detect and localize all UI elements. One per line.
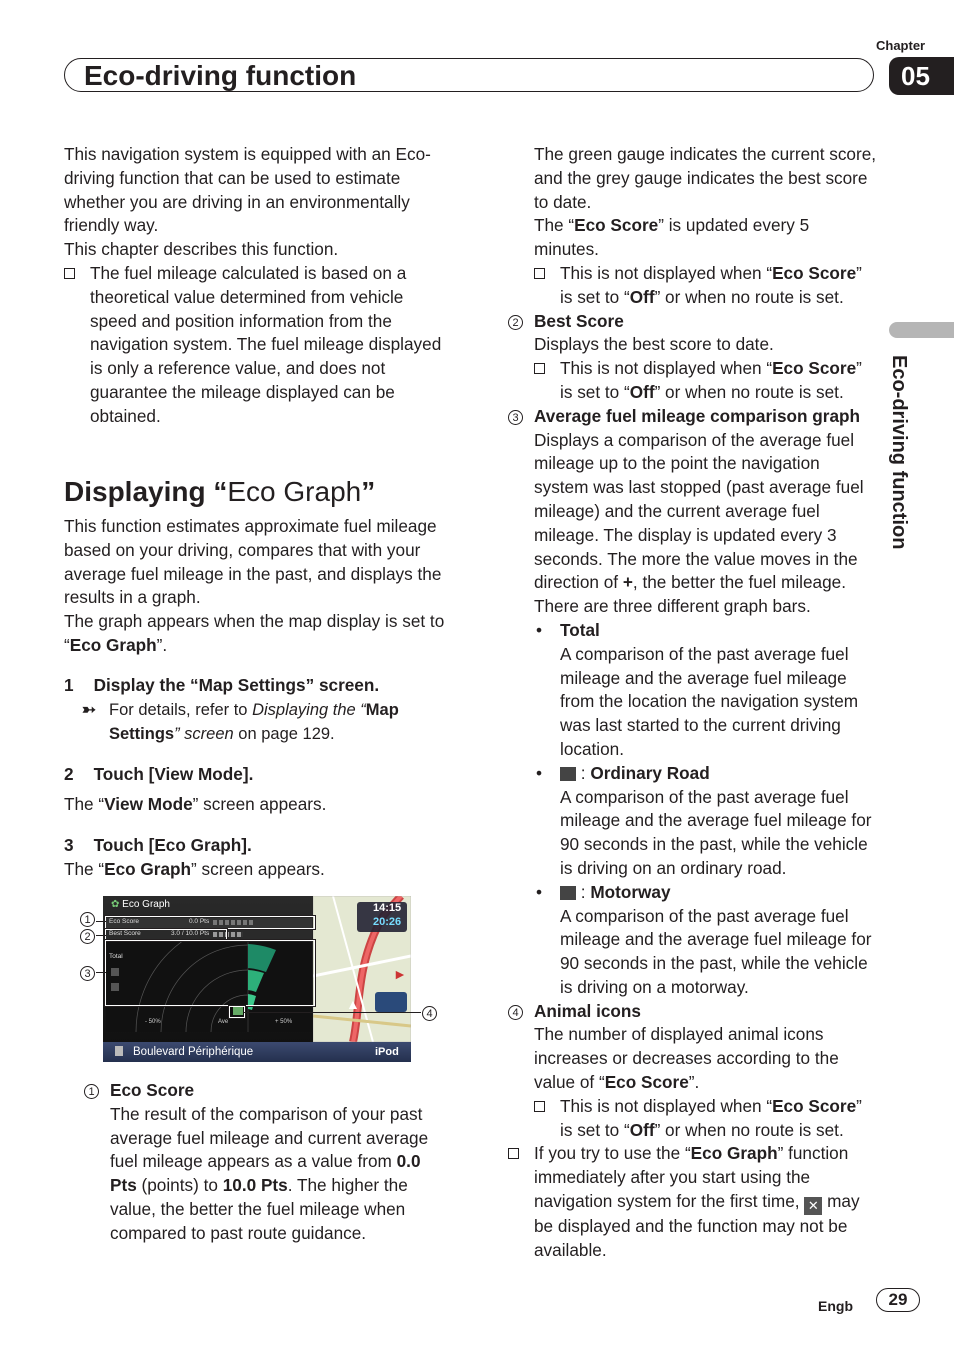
item-avg-graph-desc: Displays a comparison of the average fuel mileage up to the point the navigation system was last stopped (past average fuel mileage) and the current average fuel mileage. The display is updated every 3 seconds. The more the value moves in the direction of +, the better the fuel mileage. [534, 429, 864, 593]
item-animal-icons-title: Animal icons [534, 1000, 641, 1021]
item-eco-score-gauge-desc: The green gauge indicates the current score, and the grey gauge indicates the best score to date. [534, 144, 877, 212]
bar-motorway: • : Motorway [536, 881, 671, 902]
axis-mid-label: Ave [218, 1019, 229, 1025]
section-paragraph-2: The graph appears when the map display is set to “Eco Graph”. [64, 611, 445, 655]
step-1-reference: ➳ For details, refer to Displaying the “Map Settings” screen on page 129. [82, 701, 399, 743]
bar-total-desc: A comparison of the past average fuel mileage and the average fuel mileage from the location the navigation system was last started to the current driving location. [560, 643, 859, 759]
unavailable-icon: ✕ [804, 1197, 822, 1215]
bar-ordinary-road-label: Ordinary Road [590, 762, 710, 783]
best-score-row-label: Best Score [109, 930, 141, 937]
axis-right-label: + 50% [275, 1019, 293, 1025]
bar-ordinary-road-desc: A comparison of the past average fuel mileage and the average fuel mileage for 90 seconds in the past, while the vehicle is driving on an ordinary road. [560, 786, 872, 878]
bar-motorway-desc: A comparison of the past average fuel mileage and the average fuel mileage for 90 seconds in the past, while the vehicle is driving on a motorway. [560, 905, 872, 997]
item-best-score: 2 Best Score [508, 310, 878, 334]
chapter-number-badge: 05 [889, 57, 954, 95]
note-checkbox-icon [64, 262, 81, 286]
step-3: 3 Touch [Eco Graph]. [64, 835, 252, 855]
map-marker-icon: ► [393, 966, 407, 982]
side-tab-marker [889, 322, 954, 338]
bar-total: • Total [536, 619, 600, 640]
item-eco-score-update: The “Eco Score” is updated every 5 minutes. [534, 215, 810, 260]
best-score-row-value: 3.0 / 10.0 Pts [171, 930, 210, 937]
right-column [508, 143, 878, 1263]
bar-total-label: Total [560, 619, 600, 640]
item-eco-score: 1 Eco Score The result of the comparison of your past average fuel mileage and current average fuel mileage appears as a value from 0.0 Pts (points) to 10.0 Pts. The higher the value, the better the fuel mileage when compared to past route guidance. [84, 1079, 444, 1246]
section-heading-main: Eco Graph [227, 476, 362, 507]
section-paragraph: This function estimates approximate fuel mileage based on your driving, compares that with your average fuel mileage in the past, and displays the results in a graph. [64, 516, 442, 608]
clock-time-2: 20:26 [373, 916, 402, 928]
bar-motorway-label: Motorway [590, 881, 671, 902]
vehicle-arrow-icon: ▲ [346, 996, 360, 1012]
callout-box-1 [105, 916, 315, 929]
eco-graph-title: ✿ Eco Graph [111, 899, 170, 910]
side-tab-label: Eco-driving function [888, 355, 910, 550]
item-avg-graph: 3 Average fuel mileage comparison graph [508, 405, 878, 429]
motorway-icon [560, 886, 576, 900]
graph-total-label: Total [109, 953, 123, 960]
road-icon [115, 1046, 123, 1056]
chapter-title: Eco-driving function [84, 60, 357, 91]
item-animal-icons: 4 Animal icons [508, 1000, 878, 1024]
source-label: iPod [375, 1046, 399, 1058]
ordinary-road-icon [560, 767, 576, 781]
bar-ordinary-road: • : Ordinary Road [536, 762, 710, 783]
step-3-result: The “Eco Graph” screen appears. [64, 859, 325, 879]
item-avg-graph-title: Average fuel mileage comparison graph [534, 405, 861, 426]
item-animal-icons-desc: The number of displayed animal icons increases or decreases according to the value of “Eco Score”. [534, 1024, 839, 1093]
callout-3: 3 [80, 965, 95, 983]
intro-paragraph: This navigation system is equipped with an Eco-driving function that can be used to estimate whether you are driving in an environmentally friendly way. [64, 144, 431, 236]
callout-box-4 [229, 1006, 245, 1018]
callout-2: 2 [80, 928, 95, 946]
step-2: 2 Touch [View Mode]. [64, 764, 254, 784]
side-tab [888, 355, 932, 595]
item-eco-score-note: This is not displayed when “Eco Score” is set to “Off” or when no route is set. [534, 262, 878, 310]
item-eco-score-desc: The result of the comparison of your past average fuel mileage and current average fuel mileage appears as a value from 0.0 Pts (points) to 10.0 Pts. The higher the value, the better the fuel mileage when compared to past route guidance. [110, 1103, 429, 1243]
intro-note [64, 262, 449, 429]
callout-4: 4 [422, 1005, 437, 1023]
map-menu-button [375, 992, 407, 1012]
footer-language: Engb [818, 1298, 853, 1314]
intro-paragraph-2: This chapter describes this function. [64, 239, 339, 260]
item-animal-icons-note: This is not displayed when “Eco Score” is set to “Off” or when no route is set. [534, 1095, 878, 1143]
callout-1: 1 [80, 911, 95, 929]
intro-block [64, 143, 449, 429]
eco-score-row-value: 0.0 Pts [189, 918, 210, 925]
item-best-score-note: This is not displayed when “Eco Score” is set to “Off” or when no route is set. [534, 357, 878, 405]
item-eco-score-title: Eco Score [110, 1080, 195, 1100]
item-avg-graph-desc-2: There are three different graph bars. [534, 596, 811, 617]
intro-note-text: The fuel mileage calculated is based on a theoretical value determined from vehicle speed and position information from the navigation system. The fuel mileage displayed is only a reference value, and does not guarantee the mileage displayed can be obtained. [90, 262, 442, 426]
section-body [64, 515, 452, 658]
callout-box-3 [105, 940, 315, 1006]
axis-left-label: - 50% [145, 1019, 161, 1025]
leaf-icon: ✿ [111, 899, 120, 910]
clock-time-1: 14:15 [373, 902, 402, 914]
page-number: 29 [876, 1288, 920, 1312]
eco-score-row-label: Eco Score [109, 918, 139, 925]
final-note: If you try to use the “Eco Graph” function immediately after you start using the navigation system for the first time, ✕ may be displayed and the function may not be available. [508, 1142, 878, 1262]
step-1: 1 Display the “Map Settings” screen. [64, 675, 380, 695]
arrow-reference-icon: ➳ [82, 701, 96, 719]
item-best-score-desc: Displays the best score to date. [534, 334, 774, 355]
step-2-result: The “View Mode” screen appears. [64, 794, 327, 814]
chapter-label: Chapter [876, 38, 926, 53]
street-name: Boulevard Périphérique [133, 1046, 254, 1058]
section-heading: Displaying “Eco Graph” [64, 476, 376, 507]
item-best-score-title: Best Score [534, 310, 624, 331]
